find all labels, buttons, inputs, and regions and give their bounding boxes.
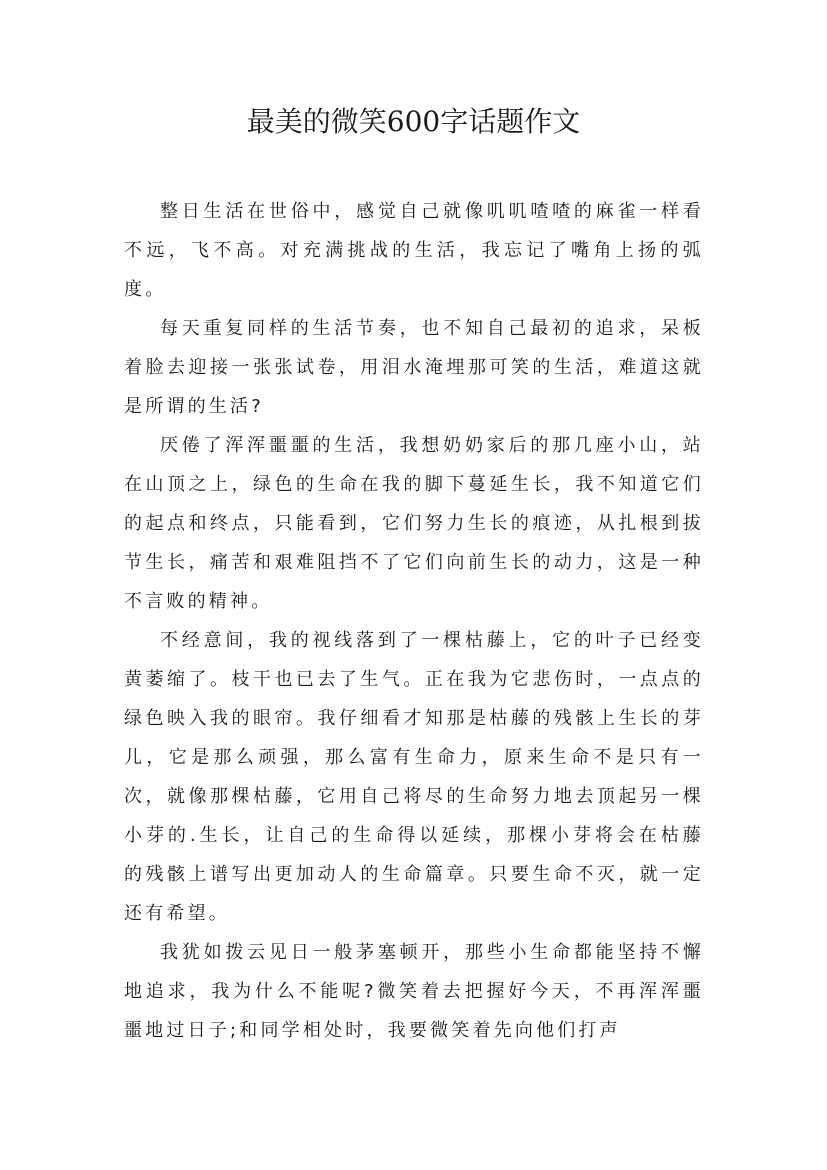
paragraph-1: 整日生活在世俗中，感觉自己就像叽叽喳喳的麻雀一样看不远，飞不高。对充满挑战的生活，我忘记了嘴角上扬的弧度。 (124, 201, 704, 300)
document-title: 最美的微笑600字话题作文 (246, 105, 581, 138)
paragraph-3: 厌倦了浑浑噩噩的生活，我想奶奶家后的那几座小山，站在山顶之上，绿色的生命在我的脚下蔓延生长，我不知道它们的起点和终点，只能看到，它们努力生长的痕迹，从扎根到拔节生长，痛苦和艰难阻挡不了它们向前生长的动力，这是一种不言败的精神。 (124, 435, 704, 612)
paragraph-2: 每天重复同样的生活节奏，也不知自己最初的追求，呆板着脸去迎接一张张试卷，用泪水淹埋那可笑的生活，难道这就是所谓的生活? (124, 318, 704, 417)
paragraph-5: 我犹如拨云见日一般茅塞顿开，那些小生命都能坚持不懈地追求，我为什么不能呢?微笑着去把握好今天，不再浑浑噩噩地过日子;和同学相处时，我要微笑着先向他们打声 (124, 942, 704, 1041)
paragraph-4: 不经意间，我的视线落到了一棵枯藤上，它的叶子已经变黄萎缩了。枝干也已去了生气。正在我为它悲伤时，一点点的绿色映入我的眼帘。我仔细看才知那是枯藤的残骸上生长的芽儿，它是那么顽强，那么富有生命力，原来生命不是只有一次，就像那棵枯藤，它用自己将尽的生命努力地去顶起另一棵小芽的.生长，让自己的生命得以延续，那棵小芽将会在枯藤的残骸上谱写出更加动人的生命篇章。只要生命不灭，就一定还有希望。 (124, 630, 704, 924)
document-body (124, 192, 704, 1050)
